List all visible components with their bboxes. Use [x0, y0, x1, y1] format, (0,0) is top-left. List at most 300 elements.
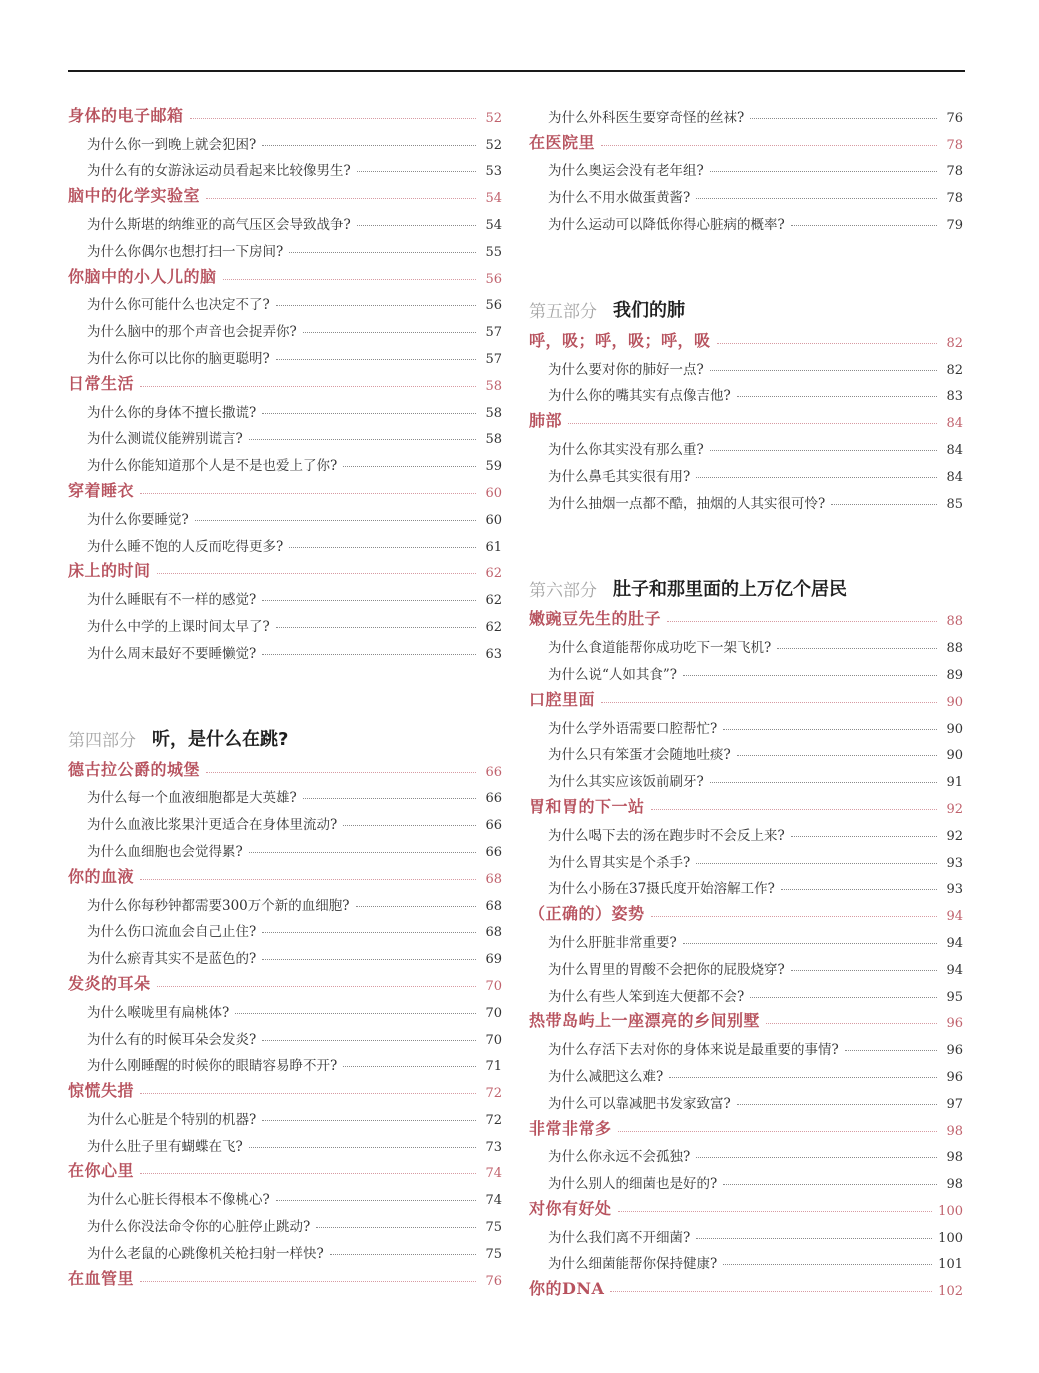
dot-leader — [249, 439, 476, 440]
question-title: 为什么存活下去对你的身体来说是最重要的事情? — [548, 1042, 839, 1059]
dot-leader — [357, 171, 476, 172]
dot-leader — [195, 520, 476, 521]
dot-leader — [791, 836, 937, 837]
chapter-title: 惊慌失措 — [68, 1081, 135, 1101]
toc-question-entry[interactable] — [529, 485, 963, 512]
toc-question-entry[interactable] — [529, 710, 963, 737]
toc-question-entry[interactable] — [68, 1208, 502, 1235]
question-title: 为什么只有笨蛋才会随地吐痰? — [548, 747, 731, 764]
page-number: 57 — [485, 351, 502, 367]
dot-leader — [343, 825, 476, 826]
page-number: 62 — [485, 619, 502, 635]
toc-question-entry[interactable] — [529, 1246, 963, 1273]
dot-leader — [157, 573, 476, 574]
page-number: 58 — [485, 405, 502, 421]
chapter-title: 呼，吸；呼，吸；呼，吸 — [529, 330, 711, 350]
toc-question-entry[interactable] — [68, 501, 502, 528]
question-title: 为什么要对你的肺好一点? — [548, 361, 704, 378]
question-title: 为什么喝下去的汤在跑步时不会反上来? — [548, 827, 785, 844]
toc-question-entry[interactable] — [529, 153, 963, 180]
dot-leader — [140, 1093, 476, 1094]
question-title: 为什么睡眠有不一样的感觉? — [87, 592, 257, 609]
question-title: 为什么血细胞也会觉得累? — [87, 843, 243, 860]
page-number: 84 — [946, 442, 963, 458]
page-number: 79 — [946, 217, 963, 233]
toc-question-entry[interactable] — [68, 421, 502, 448]
toc-chapter-entry[interactable] — [68, 260, 502, 287]
chapter-title: 日常生活 — [68, 373, 135, 393]
page-number: 76 — [485, 1273, 502, 1289]
dot-leader — [262, 600, 476, 601]
dot-leader — [357, 225, 476, 226]
page-number: 70 — [485, 1005, 502, 1021]
dot-leader — [249, 852, 476, 853]
section-gap — [529, 233, 963, 274]
dot-leader — [723, 1264, 932, 1265]
dot-leader — [303, 332, 476, 333]
toc-chapter-entry[interactable] — [529, 324, 963, 351]
question-title: 为什么你可以比你的脑更聪明? — [87, 350, 270, 367]
toc-question-entry[interactable] — [68, 287, 502, 314]
dot-leader — [343, 466, 476, 467]
toc-question-entry[interactable] — [529, 871, 963, 898]
dot-leader — [289, 547, 476, 548]
page-number: 88 — [946, 614, 963, 630]
dot-leader — [206, 772, 476, 773]
page-number: 72 — [485, 1086, 502, 1102]
dot-leader — [190, 118, 476, 119]
question-title: 为什么运动可以降低你得心脏病的概率? — [548, 216, 785, 233]
question-title: 为什么不用水做蛋黄酱? — [548, 190, 691, 207]
toc-chapter-entry[interactable] — [68, 1155, 502, 1182]
chapter-title: 肺部 — [529, 411, 563, 431]
page-number: 74 — [485, 1193, 502, 1209]
dot-leader — [669, 1077, 937, 1078]
dot-leader — [723, 1184, 937, 1185]
dot-leader — [343, 1066, 476, 1067]
toc-question-entry[interactable] — [529, 458, 963, 485]
page-number: 75 — [485, 1220, 502, 1236]
toc-question-entry[interactable] — [68, 153, 502, 180]
page-number: 73 — [485, 1139, 502, 1155]
toc-chapter-entry[interactable] — [529, 683, 963, 710]
toc-question-entry[interactable] — [529, 951, 963, 978]
question-title: 为什么有的女游泳运动员看起来比较像男生? — [87, 163, 351, 180]
question-title: 为什么每一个血液细胞都是大英雄? — [87, 790, 297, 807]
part-number: 第四部分 — [68, 730, 136, 751]
dot-leader — [262, 932, 476, 933]
question-title: 为什么别人的细菌也是好的? — [548, 1176, 718, 1193]
dot-leader — [262, 413, 476, 414]
section-gap — [529, 512, 963, 553]
toc-question-entry[interactable] — [529, 1085, 963, 1112]
chapter-title: 非常非常多 — [529, 1118, 612, 1138]
toc-question-entry[interactable] — [529, 817, 963, 844]
toc-question-entry[interactable] — [68, 394, 502, 421]
toc-question-entry[interactable] — [68, 1021, 502, 1048]
question-title: 为什么食道能帮你成功吃下一架飞机? — [548, 640, 772, 657]
question-title: 为什么你其实没有那么重? — [548, 441, 704, 458]
page-number: 58 — [485, 378, 502, 394]
toc-question-entry[interactable] — [68, 780, 502, 807]
toc-question-entry[interactable] — [529, 1058, 963, 1085]
toc-question-entry[interactable] — [68, 313, 502, 340]
toc-question-entry[interactable] — [68, 887, 502, 914]
dot-leader — [262, 1120, 476, 1121]
toc-question-entry[interactable] — [529, 737, 963, 764]
page-number: 102 — [938, 1284, 963, 1300]
page-number: 96 — [946, 1069, 963, 1085]
page-number: 66 — [485, 791, 502, 807]
question-title: 为什么测谎仪能辨别谎言? — [87, 431, 243, 448]
question-title: 为什么你可能什么也决定不了? — [87, 297, 270, 314]
page-number: 61 — [485, 539, 502, 555]
dot-leader — [791, 225, 937, 226]
page-number: 76 — [946, 110, 963, 126]
question-title: 为什么你每秒钟都需要300万个新的血细胞? — [87, 897, 350, 914]
question-title: 为什么心脏是个特别的机器? — [87, 1111, 257, 1128]
page-number: 69 — [485, 952, 502, 968]
toc-chapter-entry[interactable] — [68, 753, 502, 780]
toc-question-entry[interactable] — [529, 206, 963, 233]
page-number: 82 — [946, 335, 963, 351]
toc-question-entry[interactable] — [529, 1031, 963, 1058]
page-number: 92 — [946, 801, 963, 817]
page-number: 63 — [485, 646, 502, 662]
part-title: 肚子和那里面的上万亿个居民 — [613, 578, 847, 600]
dot-leader — [667, 621, 937, 622]
page-number: 98 — [946, 1123, 963, 1139]
toc-column-left — [68, 99, 502, 1289]
toc-question-entry[interactable] — [68, 1181, 502, 1208]
page-number: 97 — [946, 1096, 963, 1112]
dot-leader — [262, 1040, 476, 1041]
toc-question-entry[interactable] — [529, 378, 963, 405]
toc-question-entry[interactable] — [68, 340, 502, 367]
page-number: 60 — [485, 512, 502, 528]
toc-chapter-entry[interactable] — [68, 1074, 502, 1101]
page-number: 75 — [485, 1246, 502, 1262]
dot-leader — [831, 504, 937, 505]
question-title: 为什么睡不饱的人反而吃得更多? — [87, 538, 284, 555]
question-title: 为什么你没法命令你的心脏停止跳动? — [87, 1219, 311, 1236]
page-number: 83 — [946, 389, 963, 405]
chapter-title: 在血管里 — [68, 1268, 135, 1288]
dot-leader — [568, 423, 937, 424]
question-title: 为什么你偶尔也想打扫一下房间? — [87, 243, 284, 260]
dot-leader — [140, 879, 476, 880]
dot-leader — [710, 370, 937, 371]
page-number: 54 — [485, 191, 502, 207]
dot-leader — [249, 1147, 476, 1148]
dot-leader — [206, 198, 476, 199]
question-title: 为什么有些人笨到连大便都不会? — [548, 988, 745, 1005]
dot-leader — [710, 782, 937, 783]
question-title: 为什么鼻毛其实很有用? — [548, 468, 691, 485]
toc-question-entry[interactable] — [529, 978, 963, 1005]
toc-question-entry[interactable] — [68, 635, 502, 662]
page-number: 93 — [946, 855, 963, 871]
toc-chapter-entry[interactable] — [68, 99, 502, 126]
chapter-title: 你的DNA — [529, 1279, 605, 1299]
toc-question-entry[interactable] — [529, 629, 963, 656]
part-heading — [68, 703, 502, 753]
toc-chapter-entry[interactable] — [68, 967, 502, 994]
toc-question-entry[interactable] — [68, 233, 502, 260]
question-title: 为什么说“人如其食”? — [548, 666, 678, 683]
toc-chapter-entry[interactable] — [529, 126, 963, 153]
dot-leader — [262, 654, 476, 655]
toc-question-entry[interactable] — [68, 833, 502, 860]
dot-leader — [766, 1023, 937, 1024]
page-number: 91 — [946, 775, 963, 791]
question-title: 为什么我们离不开细菌? — [548, 1229, 691, 1246]
page-number: 71 — [485, 1059, 502, 1075]
question-title: 为什么奥运会没有老年组? — [548, 163, 704, 180]
page-number: 98 — [946, 1150, 963, 1166]
toc-question-entry[interactable] — [68, 1048, 502, 1075]
toc-question-entry[interactable] — [68, 1128, 502, 1155]
chapter-title: 口腔里面 — [529, 689, 596, 709]
page-number: 100 — [938, 1230, 963, 1246]
chapter-title: 发炎的耳朵 — [68, 973, 151, 993]
page-number: 62 — [485, 593, 502, 609]
chapter-title: （正确的）姿势 — [529, 904, 645, 924]
page-number: 88 — [946, 641, 963, 657]
dot-leader — [737, 1104, 937, 1105]
toc-question-entry[interactable] — [529, 1165, 963, 1192]
question-title: 为什么心脏长得根本不像桃心? — [87, 1192, 270, 1209]
dot-leader — [651, 809, 937, 810]
toc-chapter-entry[interactable] — [529, 1192, 963, 1219]
toc-question-entry[interactable] — [529, 844, 963, 871]
chapter-title: 对你有好处 — [529, 1198, 612, 1218]
dot-leader — [140, 493, 476, 494]
chapter-title: 在医院里 — [529, 132, 596, 152]
page-number: 96 — [946, 1043, 963, 1059]
question-title: 为什么外科医生要穿奇怪的丝袜? — [548, 109, 745, 126]
part-heading — [529, 274, 963, 324]
page-number: 70 — [485, 978, 502, 994]
toc-question-entry[interactable] — [68, 581, 502, 608]
toc-chapter-entry[interactable] — [68, 367, 502, 394]
page-number: 90 — [946, 721, 963, 737]
page-number: 62 — [485, 566, 502, 582]
dot-leader — [157, 986, 476, 987]
toc-question-entry[interactable] — [68, 528, 502, 555]
dot-leader — [777, 648, 937, 649]
dot-leader — [737, 755, 937, 756]
dot-leader — [683, 675, 937, 676]
toc-question-entry[interactable] — [68, 914, 502, 941]
toc-chapter-entry[interactable] — [68, 179, 502, 206]
page-number: 72 — [485, 1112, 502, 1128]
toc-question-entry[interactable] — [529, 431, 963, 458]
page-number: 94 — [946, 935, 963, 951]
toc-chapter-entry[interactable] — [529, 790, 963, 817]
question-title: 为什么有的时候耳朵会发炎? — [87, 1031, 257, 1048]
section-gap — [68, 662, 502, 703]
toc-question-entry[interactable] — [529, 179, 963, 206]
page-number: 66 — [485, 818, 502, 834]
dot-leader — [140, 1281, 476, 1282]
toc-question-entry[interactable] — [68, 608, 502, 635]
dot-leader — [601, 702, 937, 703]
question-title: 为什么你要睡觉? — [87, 511, 189, 528]
dot-leader — [710, 171, 937, 172]
toc-question-entry[interactable] — [68, 206, 502, 233]
page-number: 101 — [938, 1257, 963, 1273]
toc-question-entry[interactable] — [529, 763, 963, 790]
page-number: 68 — [485, 898, 502, 914]
toc-question-entry[interactable] — [68, 940, 502, 967]
page-number: 85 — [946, 496, 963, 512]
toc-chapter-entry[interactable] — [529, 1005, 963, 1032]
question-title: 为什么刚睡醒的时候你的眼睛容易睁不开? — [87, 1058, 338, 1075]
dot-leader — [710, 450, 937, 451]
dot-leader — [276, 359, 476, 360]
toc-chapter-entry[interactable] — [68, 1262, 502, 1289]
dot-leader — [276, 1200, 476, 1201]
dot-leader — [289, 252, 476, 253]
toc-question-entry[interactable] — [529, 924, 963, 951]
dot-leader — [316, 1227, 476, 1228]
question-title: 为什么胃里的胃酸不会把你的屁股烧穿? — [548, 961, 785, 978]
toc-question-entry[interactable] — [529, 1219, 963, 1246]
chapter-title: 德古拉公爵的城堡 — [68, 759, 201, 779]
page-number: 90 — [946, 694, 963, 710]
toc-chapter-entry[interactable] — [529, 1112, 963, 1139]
dot-leader — [723, 729, 937, 730]
page-number: 68 — [485, 871, 502, 887]
page-number: 96 — [946, 1016, 963, 1032]
page-number: 58 — [485, 432, 502, 448]
page-number: 55 — [485, 244, 502, 260]
page-number: 90 — [946, 748, 963, 764]
dot-leader — [356, 906, 476, 907]
question-title: 为什么喉咙里有扁桃体? — [87, 1004, 230, 1021]
dot-leader — [330, 1254, 476, 1255]
toc-question-entry[interactable] — [529, 1139, 963, 1166]
dot-leader — [223, 279, 476, 280]
toc-question-entry[interactable] — [68, 994, 502, 1021]
dot-leader — [610, 1291, 932, 1292]
chapter-title: 你的血液 — [68, 866, 135, 886]
question-title: 为什么细菌能帮你保持健康? — [548, 1256, 718, 1273]
dot-leader — [140, 1173, 476, 1174]
toc-question-entry[interactable] — [529, 351, 963, 378]
dot-leader — [845, 1050, 937, 1051]
dot-leader — [696, 198, 937, 199]
page-number: 68 — [485, 925, 502, 941]
dot-leader — [750, 997, 937, 998]
question-title: 为什么胃其实是个杀手? — [548, 854, 691, 871]
part-title: 听，是什么在跳? — [152, 728, 289, 750]
page-number: 59 — [485, 459, 502, 475]
chapter-title: 床上的时间 — [68, 561, 151, 581]
dot-leader — [683, 943, 937, 944]
question-title: 为什么周末最好不要睡懒觉? — [87, 645, 257, 662]
page-number: 66 — [485, 844, 502, 860]
toc-chapter-entry[interactable] — [68, 555, 502, 582]
question-title: 为什么肝脏非常重要? — [548, 934, 677, 951]
dot-leader — [618, 1131, 937, 1132]
chapter-title: 胃和胃的下一站 — [529, 796, 645, 816]
page-number: 98 — [946, 1177, 963, 1193]
toc-question-entry[interactable] — [529, 656, 963, 683]
dot-leader — [235, 1013, 476, 1014]
page-number: 92 — [946, 828, 963, 844]
toc-chapter-entry[interactable] — [68, 474, 502, 501]
question-title: 为什么你一到晚上就会犯困? — [87, 136, 257, 153]
question-title: 为什么抽烟一点都不酷，抽烟的人其实很可怜? — [548, 495, 826, 512]
dot-leader — [276, 305, 476, 306]
part-heading — [529, 553, 963, 603]
page-number: 78 — [946, 137, 963, 153]
toc-chapter-entry[interactable] — [529, 603, 963, 630]
toc-chapter-entry[interactable] — [529, 404, 963, 431]
page-number: 95 — [946, 989, 963, 1005]
question-title: 为什么你的身体不擅长撒谎? — [87, 404, 257, 421]
dot-leader — [737, 396, 937, 397]
question-title: 为什么伤口流血会自己止住? — [87, 924, 257, 941]
question-title: 为什么脑中的那个声音也会捉弄你? — [87, 324, 297, 341]
chapter-title: 脑中的化学实验室 — [68, 186, 201, 206]
question-title: 为什么肚子里有蝴蝶在飞? — [87, 1138, 243, 1155]
chapter-title: 在你心里 — [68, 1161, 135, 1181]
part-number: 第六部分 — [529, 580, 597, 601]
page-number: 56 — [485, 271, 502, 287]
question-title: 为什么小肠在37摄氏度开始溶解工作? — [548, 881, 775, 898]
page-number: 82 — [946, 362, 963, 378]
dot-leader — [791, 970, 937, 971]
question-title: 为什么你永远不会孤独? — [548, 1149, 691, 1166]
chapter-title: 你脑中的小人儿的脑 — [68, 266, 217, 286]
toc-question-entry[interactable] — [68, 1101, 502, 1128]
toc-chapter-entry[interactable] — [529, 897, 963, 924]
toc-question-entry[interactable] — [68, 806, 502, 833]
dot-leader — [696, 1238, 932, 1239]
question-title: 为什么可以靠减肥书发家致富? — [548, 1095, 731, 1112]
chapter-title: 嫩豌豆先生的肚子 — [529, 609, 662, 629]
question-title: 为什么血液比浆果汁更适合在身体里流动? — [87, 817, 338, 834]
toc-chapter-entry[interactable] — [529, 1272, 963, 1299]
question-title: 为什么减肥这么难? — [548, 1068, 664, 1085]
dot-leader — [601, 145, 937, 146]
dot-leader — [651, 916, 937, 917]
toc-chapter-entry[interactable] — [68, 860, 502, 887]
toc-question-entry[interactable] — [68, 1235, 502, 1262]
toc-question-entry[interactable] — [68, 447, 502, 474]
question-title: 为什么斯堪的纳维亚的高气压区会导致战争? — [87, 216, 351, 233]
page-number: 93 — [946, 882, 963, 898]
dot-leader — [696, 863, 937, 864]
toc-question-entry[interactable] — [68, 126, 502, 153]
page-number: 78 — [946, 164, 963, 180]
page-number: 89 — [946, 667, 963, 683]
page-number: 84 — [946, 416, 963, 432]
page-number: 57 — [485, 325, 502, 341]
question-title: 为什么中学的上课时间太早了? — [87, 618, 270, 635]
question-title: 为什么老鼠的心跳像机关枪扫射一样快? — [87, 1245, 324, 1262]
toc-question-entry[interactable] — [529, 99, 963, 126]
question-title: 为什么瘀青其实不是蓝色的? — [87, 951, 257, 968]
dot-leader — [276, 627, 476, 628]
chapter-title: 热带岛屿上一座漂亮的乡间别墅 — [529, 1011, 761, 1031]
dot-leader — [696, 1157, 937, 1158]
question-title: 为什么学外语需要口腔帮忙? — [548, 720, 718, 737]
page-number: 78 — [946, 191, 963, 207]
